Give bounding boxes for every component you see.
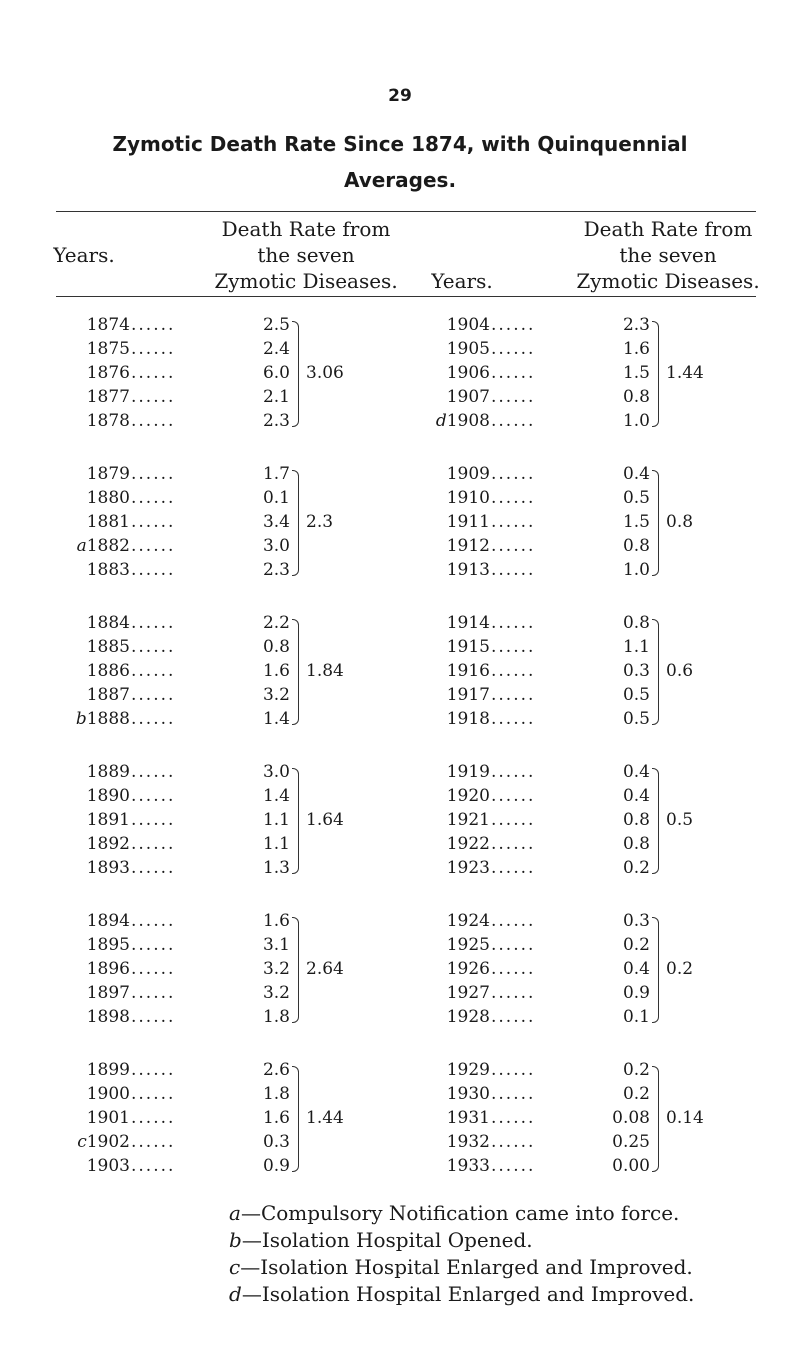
leader-dots: ...... [491,1007,536,1027]
table-row [0,909,800,933]
year-cell: b1888 [75,709,130,729]
leader-dots: ...... [491,935,536,955]
table-row [0,409,800,433]
rate-cell: 6.0 [262,363,290,383]
table-row [0,856,800,880]
rate-cell: 0.2 [622,1060,650,1080]
rate-cell: 0.8 [622,387,650,407]
year-cell: 1897 [86,983,130,1003]
page-title [0,126,800,198]
table-row [0,385,800,409]
footnote-marker: c [77,1132,87,1152]
table-row [0,933,800,957]
rate-cell: 1.0 [622,411,650,431]
footnote-text: —Compulsory Notification came into force. [240,1201,680,1225]
leader-dots: ...... [131,387,176,407]
header-top-rule [56,211,756,212]
brace-right [652,470,659,576]
leader-dots: ...... [491,858,536,878]
table-row [0,534,800,558]
leader-dots: ...... [131,637,176,657]
year-cell: 1894 [86,911,130,931]
leader-dots: ...... [491,983,536,1003]
table-row [0,462,800,486]
table-row [0,981,800,1005]
rate-cell: 1.1 [262,810,290,830]
year-cell: 1881 [86,512,130,532]
leader-dots: ...... [131,315,176,335]
quinquennial-average-right: 0.8 [666,512,694,532]
leader-dots: ...... [131,512,176,532]
table-row [0,760,800,784]
footnote-line [229,1281,694,1308]
leader-dots: ...... [491,512,536,532]
rate-cell: 0.1 [622,1007,650,1027]
header-years-right: Years. [431,269,493,293]
leader-dots: ...... [131,709,176,729]
brace-right [652,917,659,1023]
year-cell: 1893 [86,858,130,878]
year-cell: 1927 [446,983,490,1003]
footnote-letter: b [229,1228,242,1252]
footnote-text: —Isolation Hospital Enlarged and Improved. [240,1255,693,1279]
rate-cell: 1.5 [622,512,650,532]
leader-dots: ...... [131,1060,176,1080]
year-cell: 1901 [86,1108,130,1128]
rate-cell: 2.1 [262,387,290,407]
year-cell: 1922 [446,834,490,854]
year-cell: 1932 [446,1132,490,1152]
year-cell: 1933 [446,1156,490,1176]
rate-cell: 0.9 [262,1156,290,1176]
rate-cell: 1.4 [262,786,290,806]
leader-dots: ...... [491,1060,536,1080]
year-cell: 1886 [86,661,130,681]
rate-cell: 0.9 [622,983,650,1003]
leader-dots: ...... [131,959,176,979]
table-row [0,611,800,635]
footnote-text: —Isolation Hospital Opened. [241,1228,533,1252]
year-cell: c1902 [77,1132,130,1152]
year-cell: 1921 [446,810,490,830]
rate-cell: 2.2 [262,613,290,633]
rate-cell: 3.2 [262,983,290,1003]
rate-cell: 0.8 [622,834,650,854]
leader-dots: ...... [131,1084,176,1104]
year-cell: 1876 [86,363,130,383]
leader-dots: ...... [491,1132,536,1152]
year-cell: 1884 [86,613,130,633]
leader-dots: ...... [491,613,536,633]
header-years-left: Years. [53,243,115,267]
year-cell: 1918 [446,709,490,729]
rate-cell: 1.6 [262,1108,290,1128]
rate-cell: 0.5 [622,709,650,729]
rate-cell: 2.4 [262,339,290,359]
year-cell: 1895 [86,935,130,955]
year-cell: 1880 [86,488,130,508]
year-cell: 1931 [446,1108,490,1128]
year-cell: 1874 [86,315,130,335]
footnote-line [229,1254,694,1281]
table-row [0,486,800,510]
quinquennial-average-left: 1.64 [306,810,344,830]
year-cell: 1879 [86,464,130,484]
table-row [0,1130,800,1154]
year-cell: 1914 [446,613,490,633]
leader-dots: ...... [131,935,176,955]
leader-dots: ...... [491,834,536,854]
table-row [0,1058,800,1082]
table-row [0,635,800,659]
year-cell: 1930 [446,1084,490,1104]
leader-dots: ...... [491,464,536,484]
leader-dots: ...... [491,315,536,335]
table-row [0,1154,800,1178]
quinquennial-average-left: 1.84 [306,661,344,681]
brace-right [652,619,659,725]
header-rate-line-2: the seven [619,243,717,267]
rate-cell: 2.3 [622,315,650,335]
quinquennial-average-right: 0.14 [666,1108,704,1128]
leader-dots: ...... [491,959,536,979]
year-cell: 1906 [446,363,490,383]
header-rate-left [176,216,436,294]
rate-cell: 1.6 [262,661,290,681]
year-cell: 1889 [86,762,130,782]
leader-dots: ...... [131,1108,176,1128]
leader-dots: ...... [491,810,536,830]
leader-dots: ...... [131,786,176,806]
rate-cell: 0.4 [622,464,650,484]
year-cell: 1890 [86,786,130,806]
leader-dots: ...... [491,1108,536,1128]
table-row [0,313,800,337]
rate-cell: 0.25 [612,1132,650,1152]
rate-cell: 2.3 [262,560,290,580]
year-cell: 1923 [446,858,490,878]
year-cell: 1926 [446,959,490,979]
rate-cell: 0.2 [622,1084,650,1104]
brace-left [292,768,299,874]
leader-dots: ...... [491,536,536,556]
rate-cell: 1.0 [622,560,650,580]
rate-cell: 1.3 [262,858,290,878]
rate-cell: 3.4 [262,512,290,532]
footnote-letter: a [229,1201,241,1225]
year-cell: 1900 [86,1084,130,1104]
year-cell: 1910 [446,488,490,508]
year-cell: 1904 [446,315,490,335]
quinquennial-average-left: 1.44 [306,1108,344,1128]
rate-cell: 0.4 [622,959,650,979]
year-cell: 1912 [446,536,490,556]
rate-cell: 3.2 [262,959,290,979]
rate-cell: 0.3 [622,661,650,681]
rate-cell: 0.00 [612,1156,650,1176]
brace-left [292,470,299,576]
footnote-marker: d [435,411,447,431]
leader-dots: ...... [491,339,536,359]
rate-cell: 3.0 [262,536,290,556]
year-cell: 1909 [446,464,490,484]
header-bottom-rule [56,296,756,297]
footnote-marker: a [76,536,87,556]
rate-cell: 1.8 [262,1007,290,1027]
quinquennial-average-left: 2.64 [306,959,344,979]
rate-cell: 1.6 [622,339,650,359]
leader-dots: ...... [131,810,176,830]
leader-dots: ...... [491,1156,536,1176]
year-cell: 1925 [446,935,490,955]
table-row [0,1005,800,1029]
rate-cell: 0.5 [622,488,650,508]
rate-cell: 1.1 [262,834,290,854]
leader-dots: ...... [131,363,176,383]
year-cell: 1896 [86,959,130,979]
leader-dots: ...... [131,762,176,782]
year-cell: 1898 [86,1007,130,1027]
leader-dots: ...... [131,1156,176,1176]
brace-right [652,321,659,427]
header-rate-line-3: Zymotic Diseases. [576,269,760,293]
leader-dots: ...... [491,637,536,657]
leader-dots: ...... [131,685,176,705]
leader-dots: ...... [131,339,176,359]
leader-dots: ...... [131,1007,176,1027]
year-cell: 1911 [446,512,490,532]
brace-left [292,1066,299,1172]
year-cell: 1928 [446,1007,490,1027]
leader-dots: ...... [491,411,536,431]
year-cell: 1920 [446,786,490,806]
leader-dots: ...... [131,983,176,1003]
leader-dots: ...... [131,464,176,484]
rate-cell: 1.7 [262,464,290,484]
rate-cell: 3.0 [262,762,290,782]
leader-dots: ...... [131,911,176,931]
rate-cell: 2.3 [262,411,290,431]
table-row [0,683,800,707]
rate-cell: 1.6 [262,911,290,931]
leader-dots: ...... [131,488,176,508]
rate-cell: 1.4 [262,709,290,729]
table-row [0,558,800,582]
brace-left [292,619,299,725]
year-cell: 1885 [86,637,130,657]
header-rate-line-2: the seven [257,243,355,267]
rate-cell: 0.2 [622,935,650,955]
leader-dots: ...... [491,661,536,681]
brace-right [652,1066,659,1172]
rate-cell: 3.1 [262,935,290,955]
rate-cell: 0.3 [262,1132,290,1152]
table-row [0,337,800,361]
year-cell: 1875 [86,339,130,359]
footnote-letter: d [229,1282,242,1306]
year-cell: a1882 [76,536,130,556]
year-cell: 1878 [86,411,130,431]
year-cell: 1892 [86,834,130,854]
year-cell: 1917 [446,685,490,705]
leader-dots: ...... [131,411,176,431]
footnotes [229,1200,694,1308]
leader-dots: ...... [131,661,176,681]
rate-cell: 0.3 [622,911,650,931]
rate-cell: 0.08 [612,1108,650,1128]
quinquennial-average-right: 0.6 [666,661,694,681]
leader-dots: ...... [491,1084,536,1104]
year-cell: 1877 [86,387,130,407]
rate-cell: 0.2 [622,858,650,878]
rate-cell: 0.1 [262,488,290,508]
quinquennial-average-left: 2.3 [306,512,334,532]
leader-dots: ...... [131,834,176,854]
leader-dots: ...... [491,709,536,729]
quinquennial-average-right: 0.5 [666,810,694,830]
leader-dots: ...... [131,560,176,580]
leader-dots: ...... [491,762,536,782]
rate-cell: 0.4 [622,762,650,782]
leader-dots: ...... [491,911,536,931]
rate-cell: 0.8 [622,810,650,830]
rate-cell: 2.6 [262,1060,290,1080]
leader-dots: ...... [131,858,176,878]
rate-cell: 1.8 [262,1084,290,1104]
quinquennial-average-right: 0.2 [666,959,694,979]
header-rate-line-1: Death Rate from [221,217,391,241]
table-row [0,784,800,808]
footnote-line [229,1200,694,1227]
leader-dots: ...... [491,560,536,580]
title-line-2: Averages. [343,168,457,192]
rate-cell: 2.5 [262,315,290,335]
rate-cell: 1.5 [622,363,650,383]
year-cell: 1887 [86,685,130,705]
year-cell: 1916 [446,661,490,681]
year-cell: 1919 [446,762,490,782]
year-cell: 1913 [446,560,490,580]
rate-cell: 1.1 [622,637,650,657]
rate-cell: 0.8 [262,637,290,657]
rate-cell: 0.8 [622,613,650,633]
rate-cell: 0.5 [622,685,650,705]
leader-dots: ...... [491,685,536,705]
footnote-letter: c [229,1255,241,1279]
year-cell: 1891 [86,810,130,830]
leader-dots: ...... [131,1132,176,1152]
rate-cell: 0.8 [622,536,650,556]
year-cell: 1899 [86,1060,130,1080]
brace-left [292,321,299,427]
table-row [0,707,800,731]
year-cell: 1907 [446,387,490,407]
leader-dots: ...... [491,387,536,407]
quinquennial-average-right: 1.44 [666,363,704,383]
year-cell: 1905 [446,339,490,359]
leader-dots: ...... [491,786,536,806]
table-row [0,832,800,856]
brace-right [652,768,659,874]
leader-dots: ...... [491,363,536,383]
footnote-line [229,1227,694,1254]
title-line-1: Zymotic Death Rate Since 1874, with Quinquennial [112,132,688,156]
header-rate-line-3: Zymotic Diseases. [214,269,398,293]
year-cell: 1929 [446,1060,490,1080]
leader-dots: ...... [491,488,536,508]
year-cell: 1903 [86,1156,130,1176]
quinquennial-average-left: 3.06 [306,363,344,383]
leader-dots: ...... [131,613,176,633]
leader-dots: ...... [131,536,176,556]
footnote-marker: b [75,709,87,729]
year-cell: 1924 [446,911,490,931]
rate-cell: 0.4 [622,786,650,806]
rate-cell: 3.2 [262,685,290,705]
year-cell: 1915 [446,637,490,657]
year-cell: 1883 [86,560,130,580]
header-rate-line-1: Death Rate from [583,217,753,241]
table-row [0,1082,800,1106]
footnote-text: —Isolation Hospital Enlarged and Improved. [241,1282,695,1306]
brace-left [292,917,299,1023]
page-number: 29 [388,86,412,106]
year-cell: d1908 [435,411,490,431]
header-rate-right [536,216,800,294]
